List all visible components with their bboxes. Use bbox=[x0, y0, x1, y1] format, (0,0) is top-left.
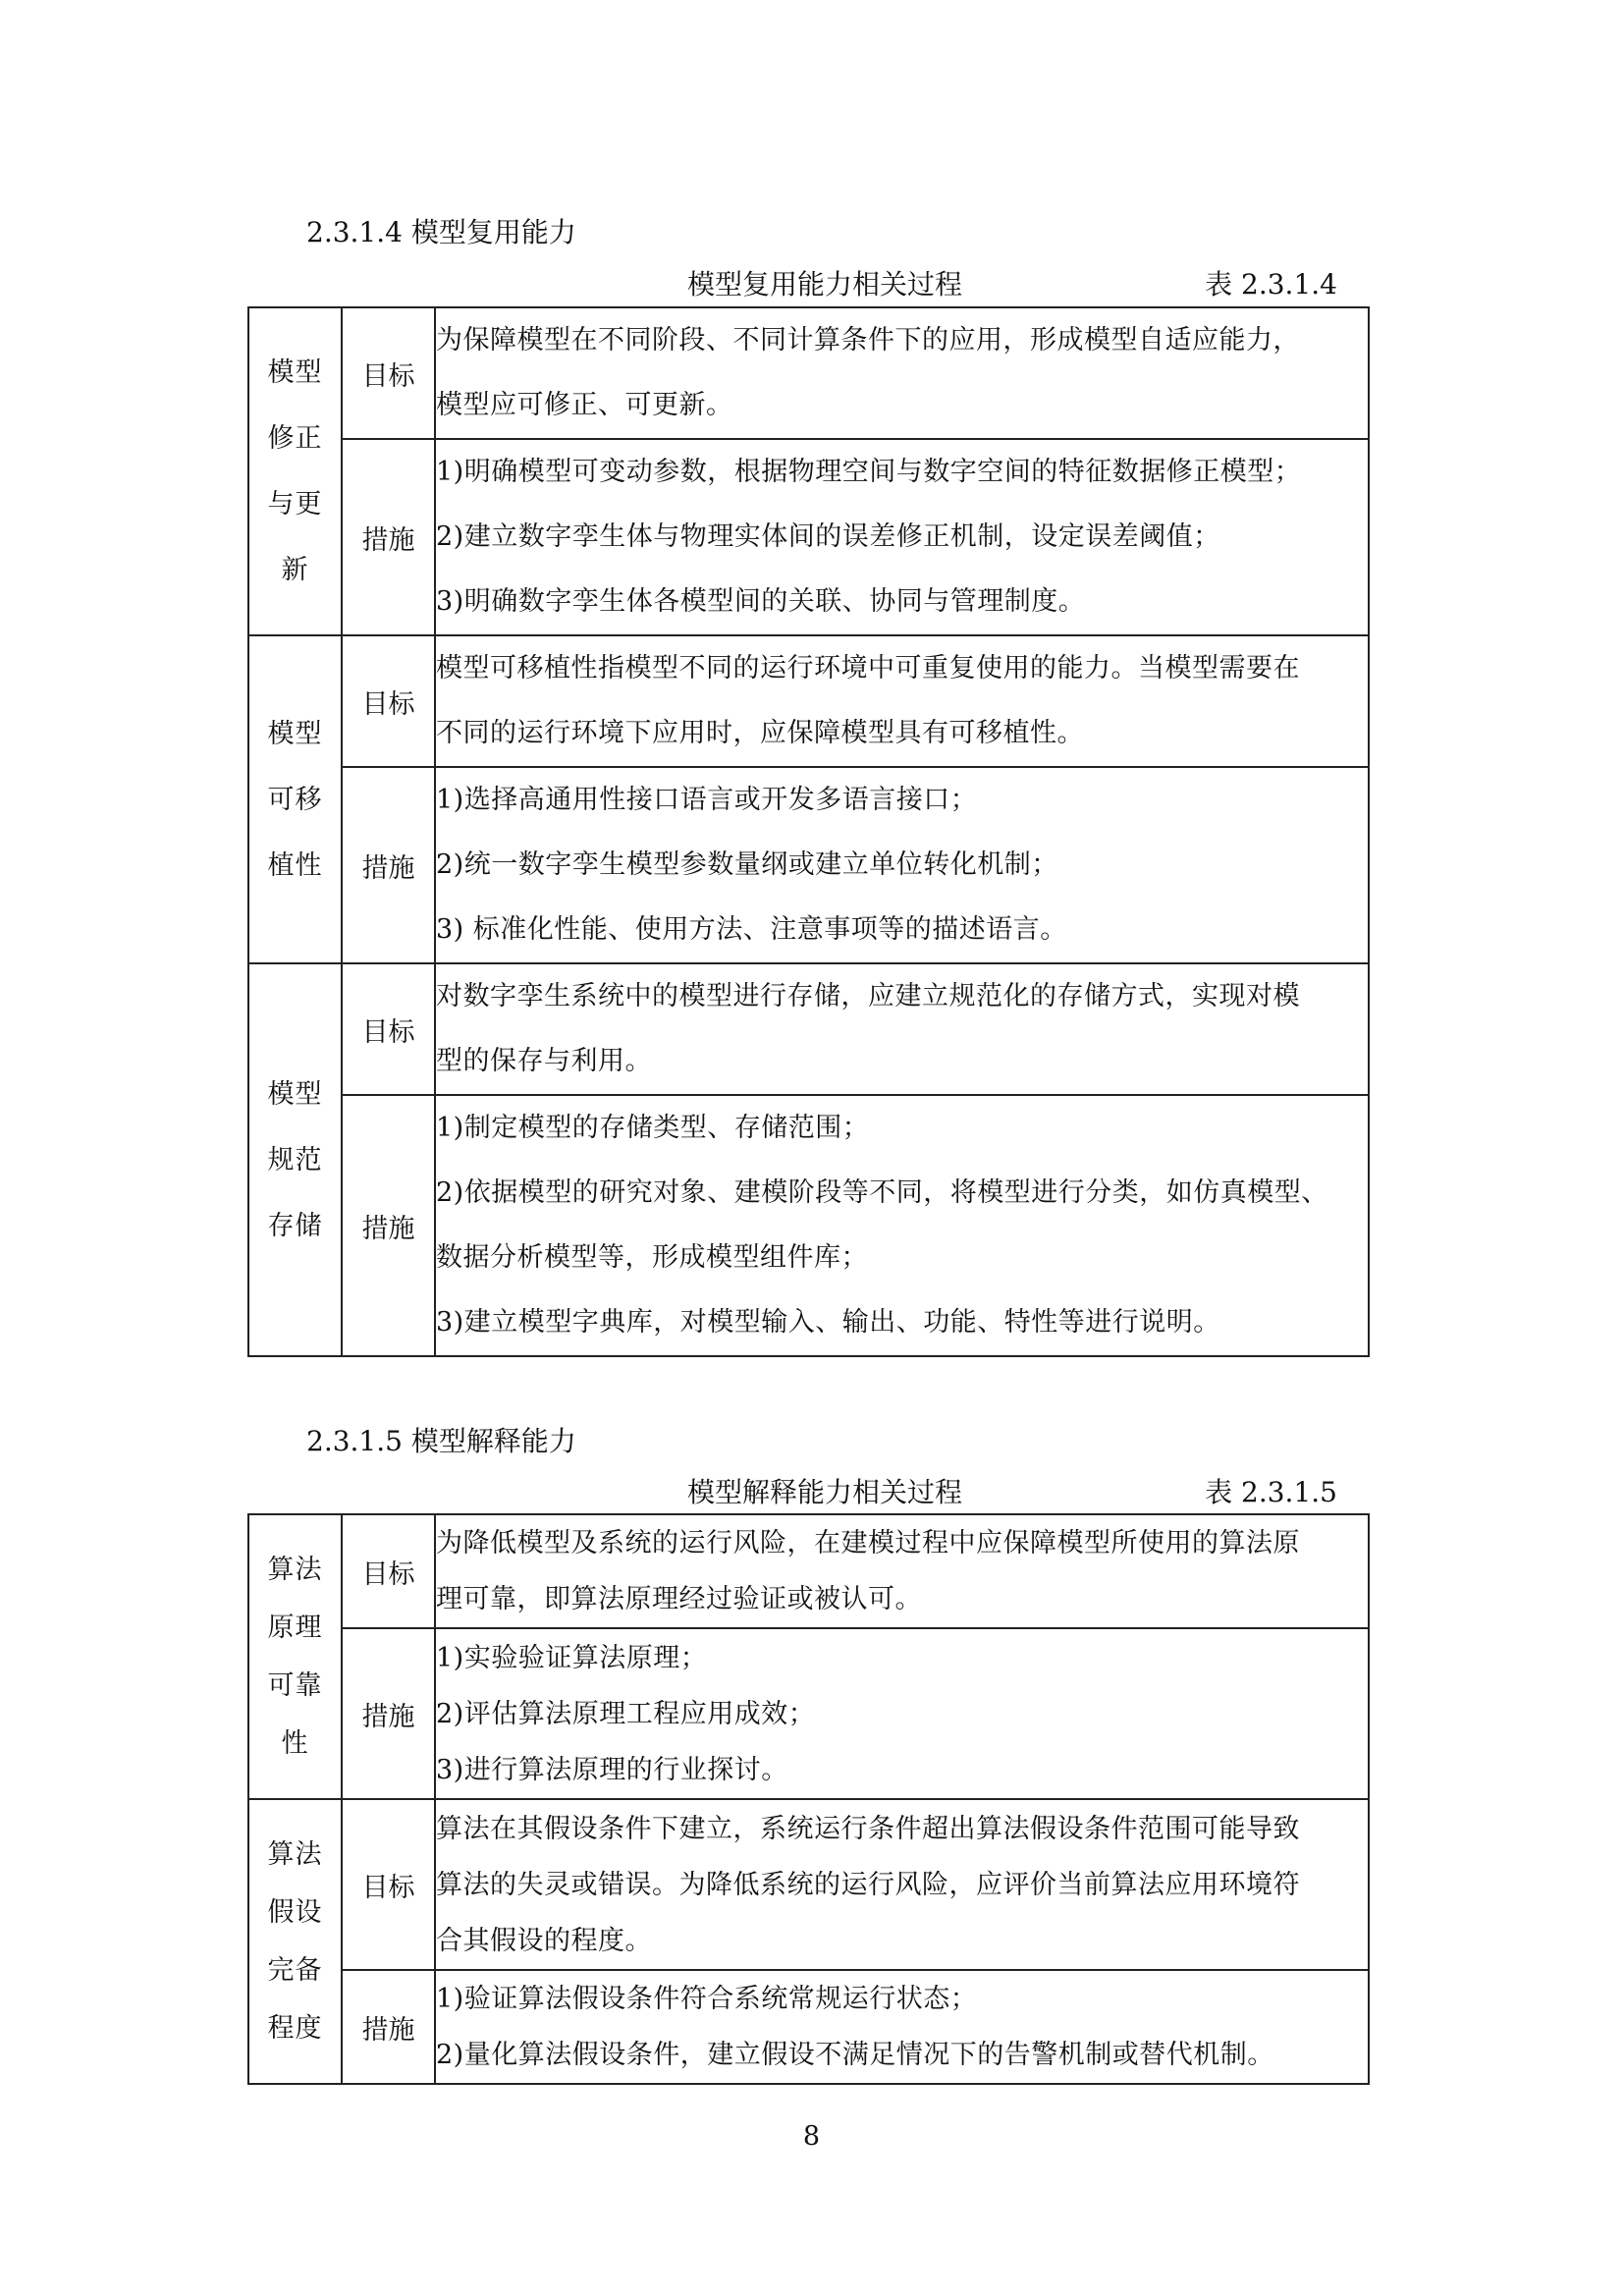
measure-line: 2)依据模型的研究对象、建模阶段等不同，将模型进行分类，如仿真模型、 bbox=[436, 1177, 1328, 1208]
table-row bbox=[248, 1799, 1369, 1970]
category-label: 模型修正与更新 bbox=[267, 357, 323, 585]
category-cell bbox=[248, 307, 342, 635]
target-line: 为降低模型及系统的运行风险，在建模过程中应保障模型所使用的算法原 bbox=[436, 1528, 1300, 1558]
target-line: 理可靠，即算法原理经过验证或被认可。 bbox=[436, 1584, 922, 1614]
target-text-cell bbox=[435, 963, 1369, 1095]
measure-line: 3)进行算法原理的行业探讨。 bbox=[436, 1754, 788, 1785]
measure-line: 数据分析模型等，形成模型组件库； bbox=[436, 1242, 868, 1273]
measure-line: 2)量化算法假设条件，建立假设不满足情况下的告警机制或替代机制。 bbox=[436, 2040, 1274, 2070]
measure-line: 1)明确模型可变动参数，根据物理空间与数字空间的特征数据修正模型； bbox=[436, 457, 1302, 487]
target-line: 算法在其假设条件下建立，系统运行条件超出算法假设条件范围可能导致 bbox=[436, 1813, 1300, 1844]
category-label: 模型可移植性 bbox=[267, 718, 323, 881]
table-caption: 模型解释能力相关过程 bbox=[687, 1476, 963, 1508]
model-reuse-table bbox=[247, 306, 1370, 1357]
measure-text-cell bbox=[435, 1628, 1369, 1799]
target-line: 模型可移植性指模型不同的运行环境中可重复使用的能力。当模型需要在 bbox=[436, 653, 1300, 683]
target-line: 对数字孪生系统中的模型进行存储，应建立规范化的存储方式，实现对模 bbox=[436, 981, 1300, 1011]
measure-line: 1)选择高通用性接口语言或开发多语言接口； bbox=[436, 785, 978, 815]
measure-line: 2)评估算法原理工程应用成效； bbox=[436, 1698, 816, 1729]
category-cell bbox=[248, 1799, 342, 2084]
target-text-cell bbox=[435, 1514, 1369, 1628]
table-title-2315 bbox=[245, 1473, 1367, 1512]
table-row bbox=[248, 1628, 1369, 1799]
measure-line: 1)实验验证算法原理； bbox=[436, 1642, 708, 1673]
measure-text-cell bbox=[435, 767, 1369, 963]
table-title-2314 bbox=[245, 265, 1367, 304]
measure-line: 3)建立模型字典库，对模型输入、输出、功能、特性等进行说明。 bbox=[436, 1307, 1220, 1338]
measure-line: 1)验证算法假设条件符合系统常规运行状态； bbox=[436, 1984, 978, 2014]
table-caption: 模型复用能力相关过程 bbox=[687, 268, 963, 301]
target-text-cell bbox=[435, 307, 1369, 439]
category-label: 模型规范存储 bbox=[267, 1078, 323, 1241]
measure-line: 3)明确数字孪生体各模型间的关联、协同与管理制度。 bbox=[436, 586, 1086, 617]
measure-label-cell: 措施 bbox=[342, 1628, 435, 1799]
target-text-cell bbox=[435, 635, 1369, 767]
table-row bbox=[248, 1514, 1369, 1628]
measure-label-cell: 措施 bbox=[342, 767, 435, 963]
model-interpretability-table bbox=[247, 1513, 1370, 2085]
target-line: 为保障模型在不同阶段、不同计算条件下的应用，形成模型自适应能力， bbox=[436, 325, 1300, 355]
measure-line: 3) 标准化性能、使用方法、注意事项等的描述语言。 bbox=[436, 914, 1067, 945]
measure-label-cell: 措施 bbox=[342, 439, 435, 635]
table-row bbox=[248, 439, 1369, 635]
target-label-cell: 目标 bbox=[342, 635, 435, 767]
table-row bbox=[248, 963, 1369, 1095]
measure-label-cell: 措施 bbox=[342, 1095, 435, 1356]
measure-text-cell bbox=[435, 1970, 1369, 2084]
measure-line: 1)制定模型的存储类型、存储范围； bbox=[436, 1113, 870, 1143]
target-label-cell: 目标 bbox=[342, 1799, 435, 1970]
category-cell bbox=[248, 635, 342, 963]
table-row bbox=[248, 1095, 1369, 1356]
table-row bbox=[248, 767, 1369, 963]
measure-label-cell: 措施 bbox=[342, 1970, 435, 2084]
measure-text-cell bbox=[435, 1095, 1369, 1356]
target-line: 不同的运行环境下应用时，应保障模型具有可移植性。 bbox=[436, 718, 1084, 748]
target-line: 合其假设的程度。 bbox=[436, 1925, 652, 1956]
category-label: 算法原理可靠性 bbox=[267, 1555, 323, 1759]
table-number: 表 2.3.1.5 bbox=[1205, 1476, 1337, 1508]
target-line: 模型应可修正、可更新。 bbox=[436, 390, 733, 420]
measure-line: 2)统一数字孪生模型参数量纲或建立单位转化机制； bbox=[436, 849, 1058, 880]
target-label-cell: 目标 bbox=[342, 963, 435, 1095]
table-row bbox=[248, 1970, 1369, 2084]
target-label-cell: 目标 bbox=[342, 307, 435, 439]
measure-line: 2)建立数字孪生体与物理实体间的误差修正机制，设定误差阈值； bbox=[436, 521, 1220, 552]
target-line: 型的保存与利用。 bbox=[436, 1046, 652, 1076]
target-text-cell bbox=[435, 1799, 1369, 1970]
category-cell bbox=[248, 963, 342, 1356]
target-line: 算法的失灵或错误。为降低系统的运行风险，应评价当前算法应用环境符 bbox=[436, 1869, 1300, 1900]
measure-text-cell bbox=[435, 439, 1369, 635]
table-row bbox=[248, 635, 1369, 767]
table-number: 表 2.3.1.4 bbox=[1205, 268, 1337, 301]
page-number: 8 bbox=[802, 2121, 821, 2152]
category-cell bbox=[248, 1514, 342, 1799]
category-label: 算法假设完备程度 bbox=[267, 1839, 323, 2044]
target-label-cell: 目标 bbox=[342, 1514, 435, 1628]
section-heading-2314: 2.3.1.4 模型复用能力 bbox=[306, 216, 576, 248]
table-row bbox=[248, 307, 1369, 439]
section-heading-2315: 2.3.1.5 模型解释能力 bbox=[306, 1425, 576, 1457]
